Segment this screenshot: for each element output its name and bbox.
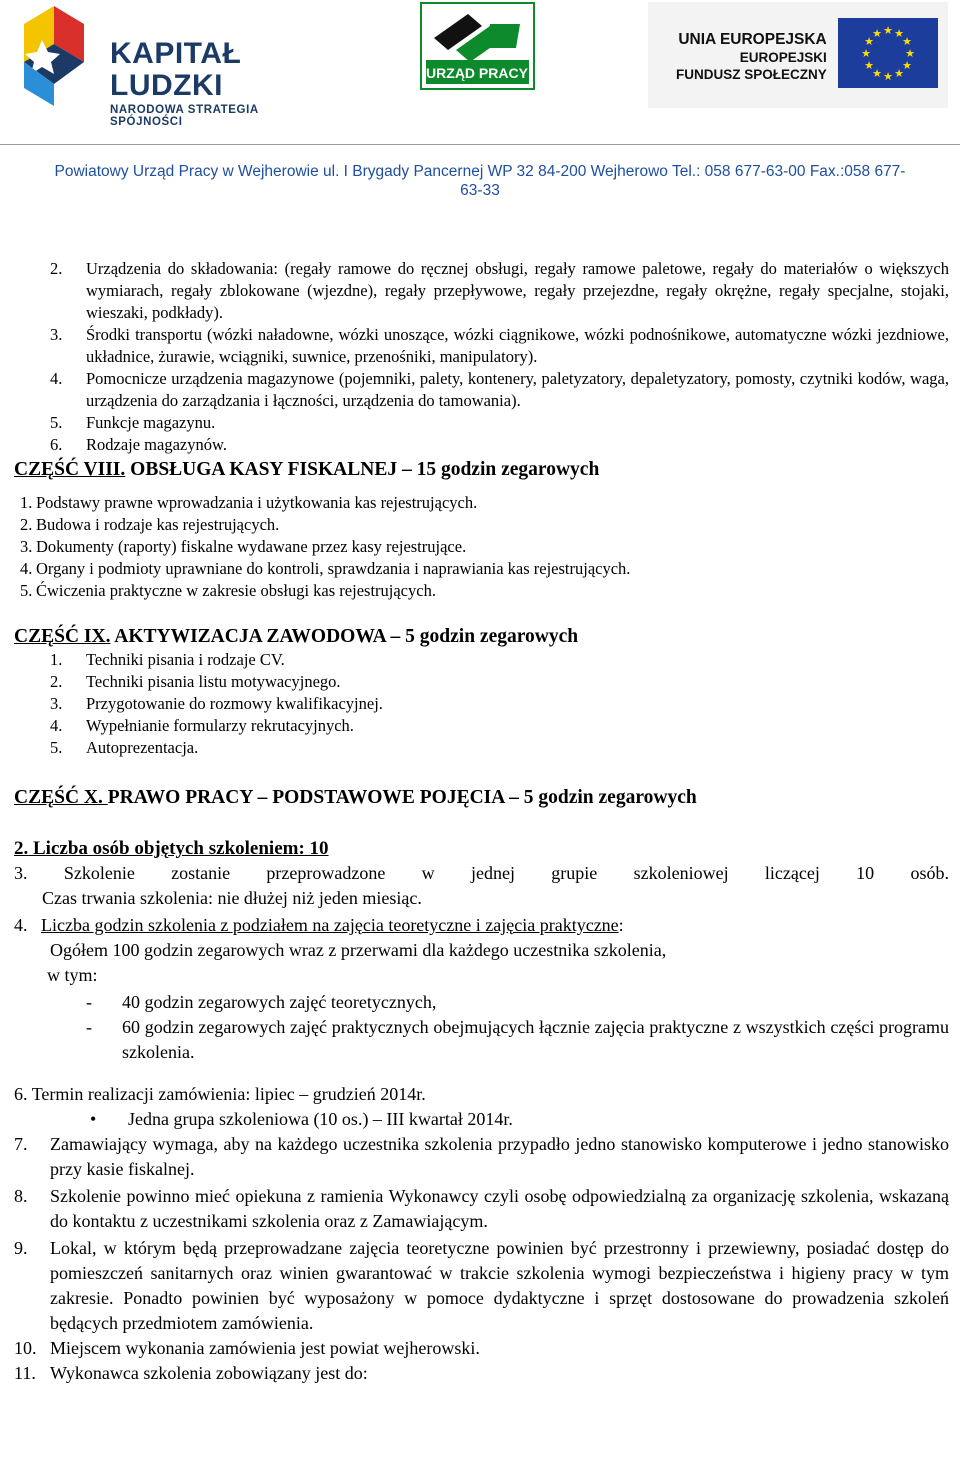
part-10-heading [14,786,949,810]
term-bullet-text: Jedna grupa szkoleniowa (10 os.) – III kwartał 2014r. [128,1109,513,1129]
header-divider [0,144,960,145]
hours-practice-text: 60 godzin zegarowych zajęć praktycznych obejmujących łącznie zajęcia praktyczne z wszystkich części programu szkolenia. [122,1017,949,1062]
part-9-title: AKTYWIZACJA ZAWODOWA – 5 godzin zegarowych [110,626,579,647]
list-item-number: 2. [50,672,63,691]
part-9-list [14,649,949,759]
part-10-title: PRAWO PRACY – PODSTAWOWE POJĘCIA – 5 godzin zegarowych [107,787,697,808]
term-text: Termin realizacji zamówienia: lipiec – grudzień 2014r. [31,1084,426,1104]
warehouse-list [14,258,949,456]
contact-line-1: Powiatowy Urząd Pracy w Wejherowie ul. I Brygady Pancernej WP 32 84-200 Wejherowo Tel.: 058 677-63-00 Fax.:058 677- [54,163,906,180]
computer-paragraph [14,1132,949,1182]
contractor-paragraph [14,1361,949,1386]
list-item-text: Podstawy prawne wprowadzania i użytkowania kas rejestrujących. [36,493,478,512]
list-item-text: Przygotowanie do rozmowy kwalifikacyjnej. [86,694,383,713]
list-item-text: Wypełnianie formularzy rekrutacyjnych. [86,716,354,735]
list-item-number: 4. [20,559,33,578]
list-item-text: Techniki pisania listu motywacyjnego. [86,672,341,691]
header-contact [0,162,960,200]
list-item-text: Budowa i rodzaje kas rejestrujących. [36,515,280,534]
svg-text:★: ★ [872,67,882,80]
kapital-ludzki-title: KAPITAŁ LUDZKI [110,37,242,102]
svg-text:★: ★ [883,24,893,37]
list-item-number: 2. [50,259,63,278]
part-8-label: CZĘŚĆ VIII. [14,459,126,480]
hours-total: Ogółem 100 godzin zegarowych wraz z przerwami dla każdego uczestnika szkolenia, [50,940,667,960]
list-item [14,368,949,412]
svg-text:★: ★ [883,70,893,83]
hours-number: 4. [14,915,28,935]
contact-line-2: 63-33 [460,182,500,199]
part-10-label: CZĘŚĆ X. [14,787,108,808]
list-item-text: Organy i podmioty uprawniane do kontroli, sprawdzania i naprawiania kas rejestrujących. [36,559,631,578]
svg-text:★: ★ [902,59,912,72]
group-line-2: Czas trwania szkolenia: nie dłużej niż jeden miesiąc. [42,888,422,908]
list-item-number: 4. [50,716,63,735]
list-item-number: 3. [20,537,33,556]
list-item-text: Funkcje magazynu. [86,413,216,432]
list-item-number: 4. [50,369,63,388]
kapital-ludzki-subtitle: NARODOWA STRATEGIA SPÓJNOŚCI [110,104,259,128]
hours-practice: - 60 godzin zegarowych zajęć praktycznych obejmujących łącznie zajęcia praktyczne z wszystkich części programu szkolenia. [86,1017,949,1062]
location-number: 10. [14,1338,37,1358]
svg-text:★: ★ [894,27,904,40]
hours-paragraph [14,913,949,1065]
list-item-number: 3. [50,325,63,344]
svg-text:★: ★ [861,47,871,60]
header-logos [0,0,960,140]
eu-logo [648,2,948,108]
urzad-pracy-logo-text: URZĄD PRACY [426,65,528,81]
term-number: 6. [14,1084,28,1104]
contractor-text: Wykonawca szkolenia zobowiązany jest do: [50,1363,368,1383]
eu-flag-icon [838,18,938,88]
participants-number: 2. [14,838,29,859]
location-paragraph [14,1336,949,1361]
document-body [14,258,949,1386]
list-item [14,580,949,602]
svg-text:★: ★ [872,27,882,40]
hours-theory: - 40 godzin zegarowych zajęć teoretycznych, [86,992,437,1012]
list-item-text: Dokumenty (raporty) fiskalne wydawane przez kasy rejestrujące. [36,537,467,556]
venue-text: Lokal, w którym będą przeprowadzane zajęcia teoretyczne powinien być przestronny i przewiewny, posiadać dostęp do pomieszczeń sanitarnych oraz winien gwarantować w trakcie szkolenia wymogi bezpieczeństwa i higieny pracy w tym zakresie. Ponadto powinien być wyposażony w pomoce dydaktyczne i sprzęt dostosowane do prowadzenia szkoleń będących przedmiotem zamówienia. [50,1238,949,1333]
supervisor-text: Szkolenie powinno mieć opiekuna z ramienia Wykonawcy czyli osobę odpowiedzialną za organizację szkolenia, wskazaną do kontaktu z uczestnikami szkolenia oraz z Zamawiającym. [50,1186,949,1231]
hours-heading: Liczba godzin szkolenia z podziałem na zajęcia teoretyczne i zajęcia praktyczne [41,915,619,935]
kapital-ludzki-logo [14,4,304,128]
computer-text: Zamawiający wymaga, aby na każdego uczestnika szkolenia przypadło jedno stanowisko komputerowe i jedno stanowisko przy kasie fiskalnej. [50,1134,949,1179]
list-item-number: 6. [50,435,63,454]
list-item [14,434,949,456]
part-8-heading [14,458,949,482]
location-text: Miejscem wykonania zamówienia jest powiat wejherowski. [50,1338,480,1358]
list-item-number: 1. [50,650,63,669]
list-item-number: 5. [50,738,63,757]
list-item [14,514,949,536]
kapital-ludzki-emblem-icon [14,4,94,108]
list-item [14,649,949,671]
group-paragraph [14,861,949,911]
svg-text:★: ★ [902,35,912,48]
requirements-section [14,836,949,1386]
list-item [14,492,949,514]
list-item [14,558,949,580]
list-item-text: Ćwiczenia praktyczne w zakresie obsługi kas rejestrujących. [36,581,436,600]
list-item [14,693,949,715]
svg-text:★: ★ [864,59,874,72]
group-line-1: Szkolenie zostanie przeprowadzone w jednej grupie szkoleniowej liczącej 10 osób. [63,863,950,883]
part-9-heading [14,625,949,649]
group-number: 3. [14,863,28,883]
list-item-text: Techniki pisania i rodzaje CV. [86,650,285,669]
venue-paragraph [14,1236,949,1336]
list-item [14,258,949,324]
part-8-title: OBSŁUGA KASY FISKALNEJ – 15 godzin zegarowych [125,459,600,480]
list-item-number: 2. [20,515,33,534]
svg-text:★: ★ [864,35,874,48]
list-item [14,737,949,759]
svg-text:★: ★ [894,67,904,80]
hours-heading-suffix: : [618,915,624,935]
urzad-pracy-emblem-icon [420,2,535,90]
list-item-text: Autoprezentacja. [86,738,199,757]
list-item-text: Urządzenia do składowania: (regały ramowe do ręcznej obsługi, regały ramowe paletowe, regały do materiałów o większych wymiarach, regały zblokowane (wjezdne), regały przepływowe, regały przejezdne, regały okrężne, regały specjalne, stojaki, wieszaki, podkłady). [86,259,949,322]
list-item-number: 5. [50,413,63,432]
venue-number: 9. [14,1238,28,1258]
list-item-number: 5. [20,581,33,600]
list-item [14,324,949,368]
eu-logo-line2: EUROPEJSKI [739,50,827,65]
list-item-text: Pomocnicze urządzenia magazynowe (pojemniki, palety, kontenery, paletyzatory, depaletyzatory, pomosty, czytniki kodów, waga, urządzenia do zarządzania i łączności, urządzenia do tamowania). [86,369,949,410]
computer-number: 7. [14,1134,28,1154]
bullet-icon: • [90,1109,97,1129]
urzad-pracy-logo [420,2,535,90]
svg-text:★: ★ [905,47,915,60]
participants-text: Liczba osób objętych szkoleniem: 10 [33,838,329,859]
part-8-list [14,492,949,602]
part-9-label: CZĘŚĆ IX. [14,626,111,647]
list-item-text: Rodzaje magazynów. [86,435,227,454]
contractor-number: 11. [14,1363,36,1383]
list-item-text: Środki transportu (wózki naładowne, wózki unoszące, wózki ciągnikowe, wózki podnośnikowe, automatyczne wózki jezdniowe, układnice, żurawie, wciągniki, suwnice, przenośniki, manipulatory). [86,325,949,366]
eu-logo-line3: FUNDUSZ SPOŁECZNY [676,67,827,82]
list-item [14,671,949,693]
list-item [14,715,949,737]
term-paragraph [14,1082,949,1132]
term-bullet [14,1107,949,1132]
hours-theory-text: 40 godzin zegarowych zajęć teoretycznych, [122,992,437,1012]
hours-including: w tym: [47,965,98,985]
supervisor-paragraph [14,1184,949,1234]
list-item-number: 1. [20,493,33,512]
participants-heading [14,836,949,861]
eu-logo-line1: UNIA EUROPEJSKA [678,31,827,48]
list-item [14,536,949,558]
list-item-number: 3. [50,694,63,713]
list-item [14,412,949,434]
supervisor-number: 8. [14,1186,28,1206]
